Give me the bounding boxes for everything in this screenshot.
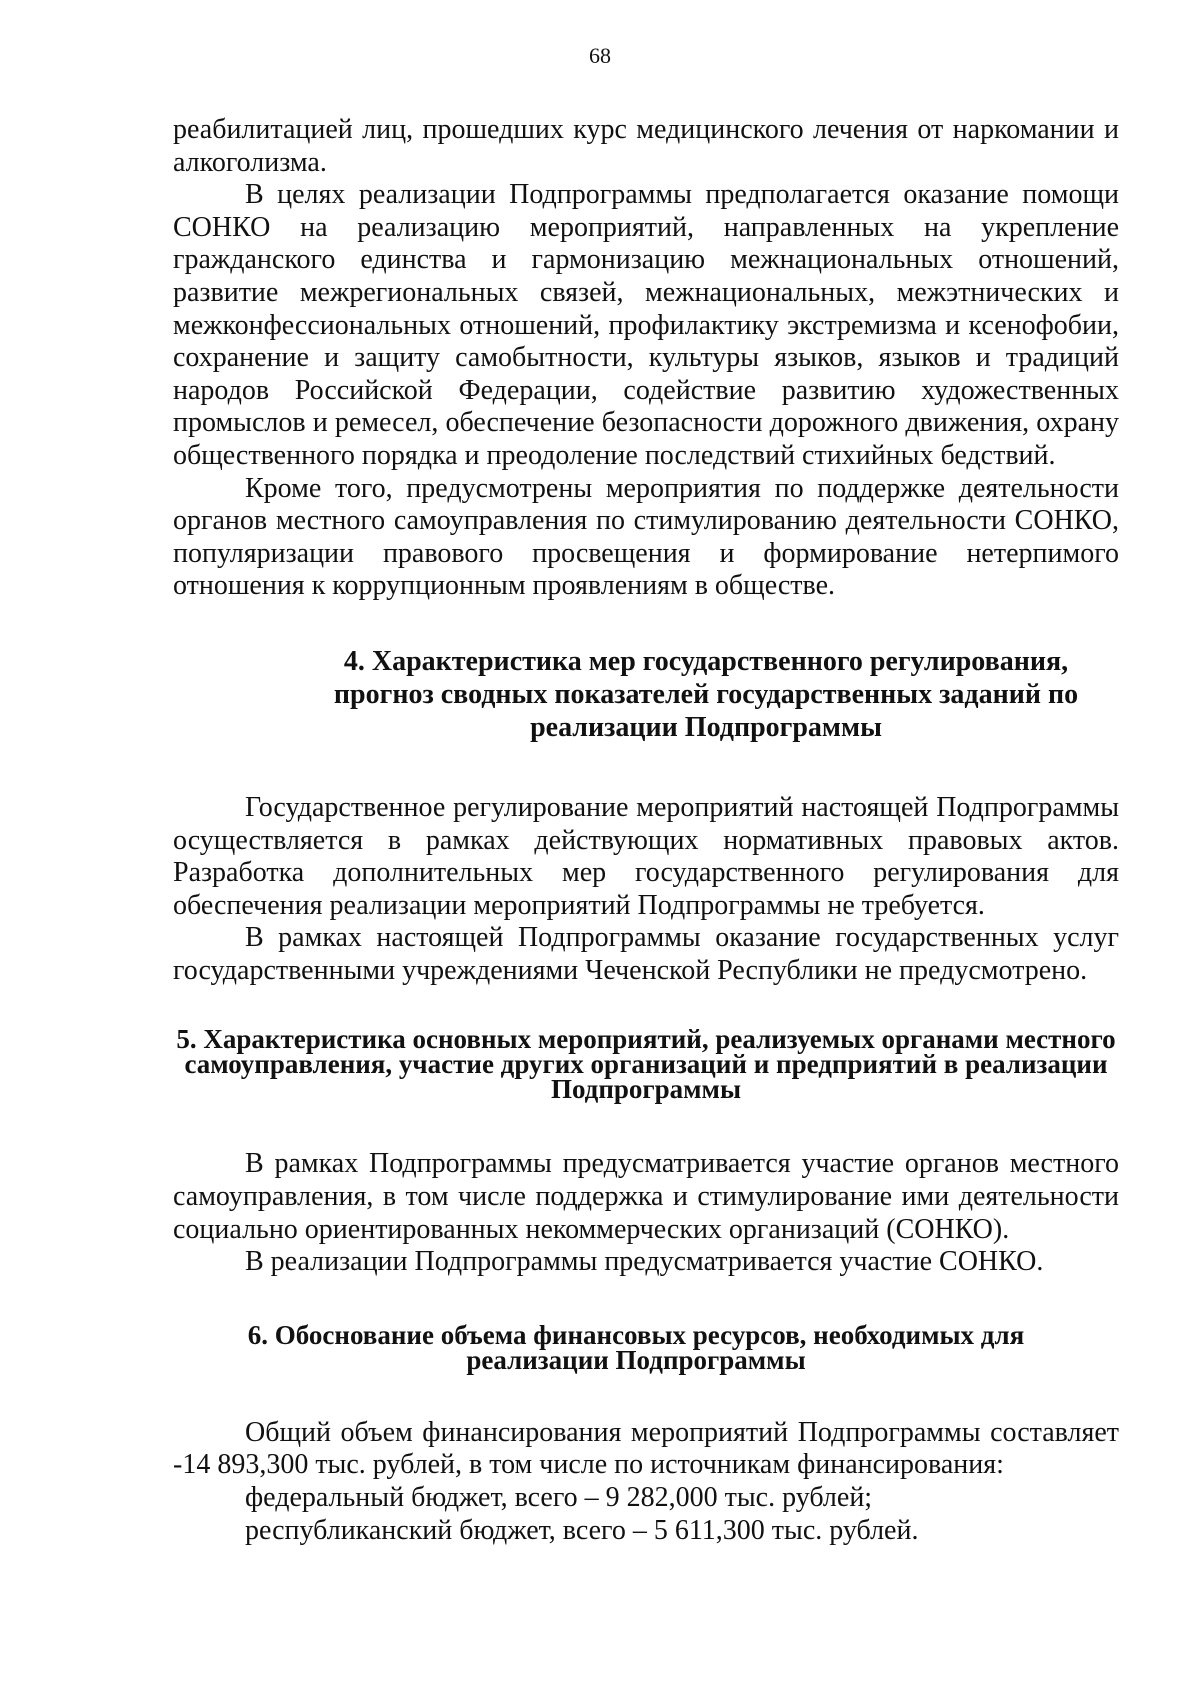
paragraph-sonko-participation: В реализации Подпрограммы предусматривается участие СОНКО.	[245, 1246, 1044, 1278]
section-4-heading: 4. Характеристика мер государственного регулирования, прогноз сводных показателей государственных заданий по реализации Подпрограммы	[333, 645, 1079, 743]
section-5-heading: 5. Характеристика основных мероприятий, реализуемых органами местного самоуправления, участие других организаций и предприятий в реализации Подпрограммы	[176, 1024, 1116, 1105]
document-body	[173, 114, 1119, 1547]
paragraph-regulation: Государственное регулирование мероприятий настоящей Подпрограммы осуществляется в рамках действующих нормативных правовых актов. Разработка дополнительных мер государственного регулирования для обеспечения реализации мероприятий Подпрограммы не требуется.	[173, 791, 1119, 921]
page-number: 68	[589, 43, 611, 68]
paragraph-goals: В целях реализации Подпрограммы предполагается оказание помощи СОНКО на реализацию мероприятий, направленных на укрепление гражданского единства и гармонизацию межнациональных отношений, развитие межрегиональных связей, межнациональных, межэтнических и межконфессиональных отношений, профилактику экстремизма и ксенофобии, сохранение и защиту самобытности, культуры языков, языков и традиций народов Российской Федерации, содействие развитию художественных промыслов и ремесел, обеспечение безопасности дорожного движения, охрану общественного порядка и преодоление последствий стихийных бедствий.	[173, 179, 1119, 471]
paragraph-local-government: В рамках Подпрограммы предусматривается участие органов местного самоуправления, в том числе поддержка и стимулирование ими деятельности социально ориентированных некоммерческих организаций (СОНКО).	[173, 1148, 1119, 1245]
paragraph-federal-budget: федеральный бюджет, всего – 9 282,000 тыс. рублей;	[245, 1482, 873, 1514]
paragraph-total-funding: Общий объем финансирования мероприятий Подпрограммы составляет -14 893,300 тыс. рублей, в том числе по источникам финансирования:	[173, 1416, 1119, 1481]
paragraph-besides: Кроме того, предусмотрены мероприятия по поддержке деятельности органов местного самоуправления по стимулированию деятельности СОНКО, популяризации правового просвещения и формирование нетерпимого отношения к коррупционным проявлениям в обществе.	[173, 472, 1119, 602]
paragraph-republic-budget: республиканский бюджет, всего – 5 611,300 тыс. рублей.	[245, 1514, 919, 1546]
paragraph-intro: реабилитацией лиц, прошедших курс медицинского лечения от наркомании и алкоголизма.	[173, 114, 1119, 178]
section-6-heading: 6. Обоснование объема финансовых ресурсов, необходимых для реализации Подпрограммы	[247, 1319, 1025, 1375]
paragraph-services: В рамках настоящей Подпрограммы оказание государственных услуг государственными учреждениями Чеченской Республики не предусмотрено.	[173, 922, 1119, 986]
